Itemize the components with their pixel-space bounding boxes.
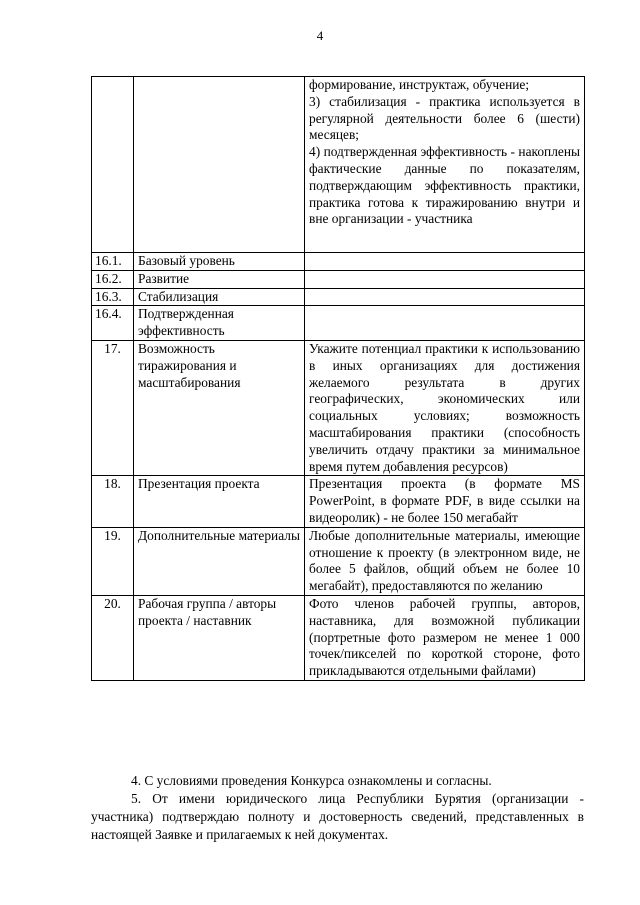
- table-row: [92, 527, 585, 595]
- row-value: Любые дополнительные материалы, имеющие отношение к проекту (в электронном виде, не более 5 файлов, общий объем не более 10 мегабайт), предоставляются по желанию: [305, 527, 585, 595]
- row-label: Подтвержденная эффективность: [134, 306, 305, 341]
- row-value: Укажите потенциал практики к использованию в иных организациях для достижения желаемого результата в других географических, экономических или социальных условиях; возможность масштабирования практики (способность увеличить отдачу практики за минимальное время путем добавления ресурсов): [305, 340, 585, 475]
- row-label: Рабочая группа / авторы проекта / наставник: [134, 595, 305, 680]
- row-value: [305, 270, 585, 288]
- table-row: [92, 253, 585, 271]
- row-value: Фото членов рабочей группы, авторов, наставника, для возможной публикации (портретные фото размером не менее 1 000 точек/пикселей по короткой стороне, фото прикладываются отдельными файлами): [305, 595, 585, 680]
- table-row: [92, 270, 585, 288]
- row-label: Базовый уровень: [134, 253, 305, 271]
- table-row-continuation: [92, 77, 585, 253]
- row-value: [305, 288, 585, 306]
- table-row: [92, 340, 585, 475]
- row-number: 16.3.: [92, 288, 134, 306]
- row-value: [305, 253, 585, 271]
- row-number: 19.: [92, 527, 134, 595]
- row-value: Презентация проекта (в формате MS PowerPoint, в формате PDF, в виде ссылки на видеоролик) - не более 150 мегабайт: [305, 476, 585, 527]
- table-cell-label: [134, 77, 305, 253]
- row-label: Развитие: [134, 270, 305, 288]
- declaration-section: [91, 772, 584, 844]
- declaration-paragraph-4: 4. С условиями проведения Конкурса ознакомлены и согласны.: [131, 773, 492, 788]
- row-number: 16.2.: [92, 270, 134, 288]
- continuation-line: 3) стабилизация - практика используется в регулярной деятельности более 6 (шести) месяцев;: [309, 93, 580, 143]
- row-label: Презентация проекта: [134, 476, 305, 527]
- application-form-table: [91, 76, 585, 681]
- row-label: Возможность тиражирования и масштабирования: [134, 340, 305, 475]
- declaration-paragraph-5: 5. От имени юридического лица Республики Бурятия (организации - участника) подтверждаю полноту и достоверность сведений, представленных в настоящей Заявке и прилагаемых к ней документах.: [91, 791, 584, 842]
- table-cell-value: [305, 77, 585, 253]
- table-cell-num: [92, 77, 134, 253]
- table-row: [92, 476, 585, 527]
- row-number: 16.1.: [92, 253, 134, 271]
- row-number: 20.: [92, 595, 134, 680]
- row-label: Дополнительные материалы: [134, 527, 305, 595]
- continuation-line: формирование, инструктаж, обучение;: [309, 77, 530, 92]
- row-number: 16.4.: [92, 306, 134, 341]
- row-number: 17.: [92, 340, 134, 475]
- page-number: 4: [316, 28, 324, 43]
- row-number: 18.: [92, 476, 134, 527]
- row-value: [305, 306, 585, 341]
- continuation-line: 4) подтвержденная эффективность - накоплены фактические данные по показателям, подтверждающим эффективность практики, практика готова к тиражированию внутри и вне организации - участника: [309, 144, 580, 227]
- table-row: [92, 288, 585, 306]
- row-label: Стабилизация: [134, 288, 305, 306]
- table-row: [92, 306, 585, 341]
- table-row: [92, 595, 585, 680]
